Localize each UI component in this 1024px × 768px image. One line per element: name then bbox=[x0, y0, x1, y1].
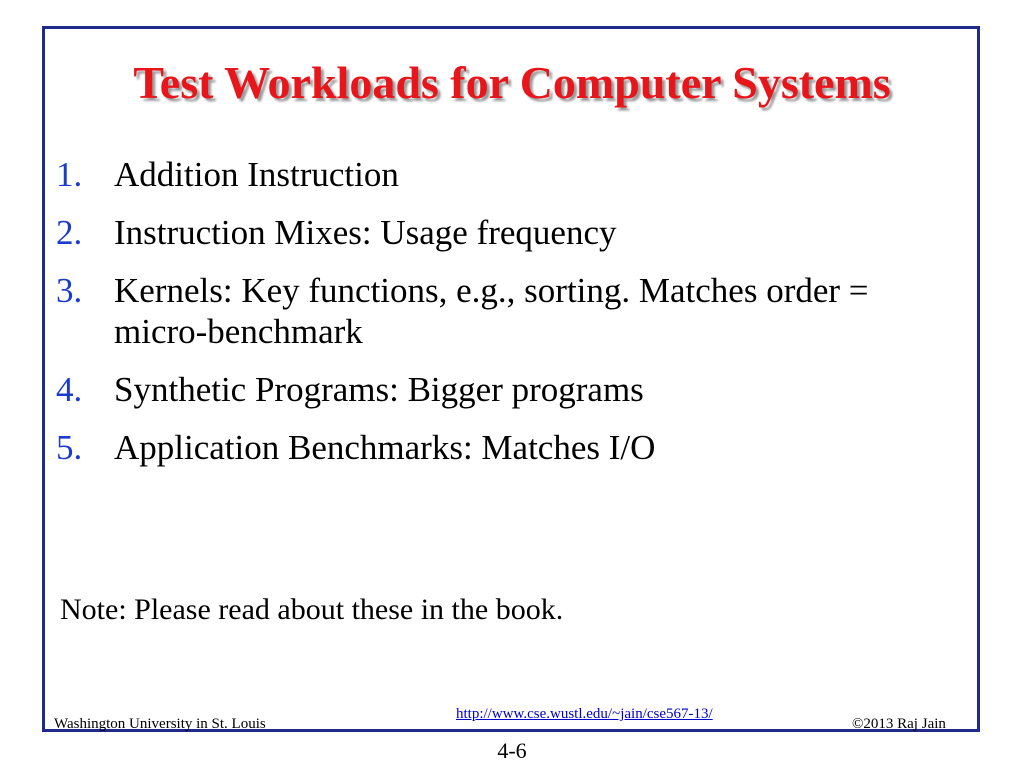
page-number: 4-6 bbox=[497, 738, 527, 763]
list-item-number: 3. bbox=[56, 271, 83, 310]
list-item bbox=[56, 212, 956, 253]
list-item bbox=[56, 270, 956, 352]
list-item-text: Addition Instruction bbox=[114, 155, 399, 194]
footer-course-link[interactable]: http://www.cse.wustl.edu/~jain/cse567-13/ bbox=[456, 706, 713, 722]
list-item-number: 1. bbox=[56, 155, 83, 194]
list-item bbox=[56, 154, 956, 195]
list-item-text: Synthetic Programs: Bigger programs bbox=[114, 370, 644, 409]
note-text: Note: Please read about these in the book. bbox=[60, 593, 564, 626]
list-item-text: Application Benchmarks: Matches I/O bbox=[114, 428, 656, 467]
list-item bbox=[56, 427, 956, 468]
numbered-list bbox=[56, 154, 956, 485]
list-item bbox=[56, 369, 956, 410]
list-item-text: Kernels: Key functions, e.g., sorting. Matches order = micro-benchmark bbox=[114, 271, 869, 351]
list-item-number: 5. bbox=[56, 428, 83, 467]
list-item-number: 2. bbox=[56, 213, 83, 252]
list-item-text: Instruction Mixes: Usage frequency bbox=[114, 213, 617, 252]
footer-institution: Washington University in St. Louis bbox=[54, 716, 266, 732]
slide-title: Test Workloads for Computer Systems bbox=[133, 57, 891, 108]
list-item-number: 4. bbox=[56, 370, 83, 409]
footer-copyright: ©2013 Raj Jain bbox=[852, 716, 946, 732]
